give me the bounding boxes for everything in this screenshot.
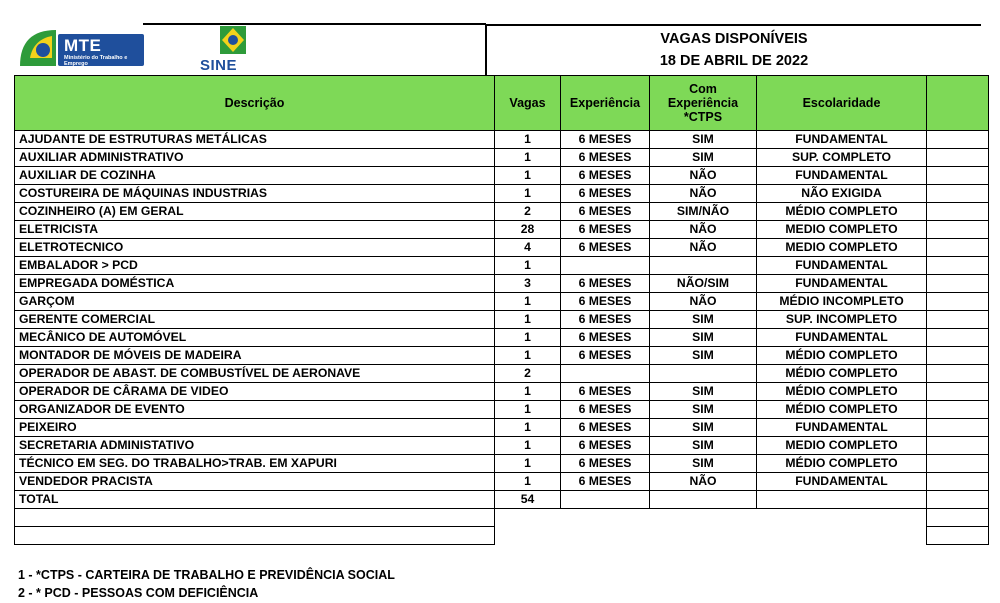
title-box — [485, 24, 981, 75]
job-description-cell: OPERADOR DE ABAST. DE COMBUSTÍVEL DE AERONAVE — [15, 365, 495, 383]
extra-cell — [927, 383, 989, 401]
experience-cell: 6 MESES — [561, 455, 650, 473]
experience-cell: 6 MESES — [561, 419, 650, 437]
schooling-cell: FUNDAMENTAL — [757, 329, 927, 347]
job-description-cell: EMPREGADA DOMÉSTICA — [15, 275, 495, 293]
page-date: 18 DE ABRIL DE 2022 — [659, 53, 809, 69]
empty-cell — [650, 509, 757, 527]
experience-cell: 6 MESES — [561, 239, 650, 257]
extra-cell — [927, 473, 989, 491]
job-description-cell: AJUDANTE DE ESTRUTURAS METÁLICAS — [15, 131, 495, 149]
schooling-cell: MEDIO COMPLETO — [757, 437, 927, 455]
column-header: Descrição — [15, 76, 495, 131]
schooling-cell: MÉDIO COMPLETO — [757, 365, 927, 383]
blank-row — [15, 509, 989, 527]
vacancy-count-cell: 1 — [495, 131, 561, 149]
vacancy-count-cell: 1 — [495, 383, 561, 401]
extra-cell — [927, 149, 989, 167]
extra-cell — [927, 275, 989, 293]
extra-cell — [927, 293, 989, 311]
job-description-cell: VENDEDOR PRACISTA — [15, 473, 495, 491]
schooling-cell: MÉDIO INCOMPLETO — [757, 293, 927, 311]
empty-cell — [561, 509, 650, 527]
extra-cell — [927, 257, 989, 275]
extra-cell — [927, 239, 989, 257]
schooling-cell: FUNDAMENTAL — [757, 275, 927, 293]
vacancy-count-cell: 3 — [495, 275, 561, 293]
table-row — [15, 347, 989, 365]
experience-cell: 6 MESES — [561, 293, 650, 311]
empty-cell — [561, 527, 650, 545]
empty-cell — [757, 491, 927, 509]
table-row — [15, 419, 989, 437]
job-description-cell: ELETROTECNICO — [15, 239, 495, 257]
empty-cell — [927, 527, 989, 545]
vacancy-count-cell: 1 — [495, 293, 561, 311]
job-description-cell: GERENTE COMERCIAL — [15, 311, 495, 329]
ctps-experience-cell: SIM — [650, 311, 757, 329]
ctps-experience-cell: SIM — [650, 329, 757, 347]
table-row — [15, 293, 989, 311]
empty-cell — [495, 509, 561, 527]
empty-cell — [495, 527, 561, 545]
extra-cell — [927, 401, 989, 419]
ctps-experience-cell: NÃO — [650, 221, 757, 239]
table-row — [15, 239, 989, 257]
vacancy-count-cell: 1 — [495, 473, 561, 491]
table-row — [15, 473, 989, 491]
job-description-cell: ORGANIZADOR DE EVENTO — [15, 401, 495, 419]
ctps-experience-cell: NÃO — [650, 473, 757, 491]
ctps-experience-cell: SIM — [650, 401, 757, 419]
schooling-cell: MÉDIO COMPLETO — [757, 455, 927, 473]
experience-cell: 6 MESES — [561, 149, 650, 167]
ctps-experience-cell: SIM — [650, 383, 757, 401]
vacancy-count-cell: 28 — [495, 221, 561, 239]
extra-cell — [927, 347, 989, 365]
extra-cell — [927, 203, 989, 221]
vacancies-table — [14, 75, 989, 545]
job-description-cell: MECÂNICO DE AUTOMÓVEL — [15, 329, 495, 347]
experience-cell: 6 MESES — [561, 275, 650, 293]
vacancy-count-cell: 1 — [495, 329, 561, 347]
extra-cell — [927, 437, 989, 455]
ctps-experience-cell: SIM — [650, 347, 757, 365]
empty-cell — [650, 527, 757, 545]
table-row — [15, 365, 989, 383]
empty-cell — [757, 509, 927, 527]
empty-cell — [650, 491, 757, 509]
vacancy-count-cell: 1 — [495, 347, 561, 365]
extra-cell — [927, 131, 989, 149]
experience-cell: 6 MESES — [561, 329, 650, 347]
schooling-cell: SUP. INCOMPLETO — [757, 311, 927, 329]
table-row — [15, 131, 989, 149]
schooling-cell: MEDIO COMPLETO — [757, 239, 927, 257]
vacancy-count-cell: 1 — [495, 185, 561, 203]
job-description-cell: PEIXEIRO — [15, 419, 495, 437]
job-description-cell: COZINHEIRO (A) EM GERAL — [15, 203, 495, 221]
schooling-cell: MÉDIO COMPLETO — [757, 383, 927, 401]
ctps-experience-cell: NÃO/SIM — [650, 275, 757, 293]
schooling-cell: MÉDIO COMPLETO — [757, 401, 927, 419]
schooling-cell: FUNDAMENTAL — [757, 257, 927, 275]
blank-row — [15, 527, 989, 545]
footnote-pcd: 2 - * PCD - PESSOAS COM DEFICIÊNCIA — [18, 586, 259, 600]
schooling-cell: SUP. COMPLETO — [757, 149, 927, 167]
job-description-cell: ELETRICISTA — [15, 221, 495, 239]
vacancy-count-cell: 1 — [495, 311, 561, 329]
ctps-experience-cell: NÃO — [650, 167, 757, 185]
table-header-row — [15, 76, 989, 131]
table-row — [15, 257, 989, 275]
mte-logo-subtitle: Ministério do Trabalho e Emprego — [64, 55, 128, 67]
vacancy-count-cell: 1 — [495, 149, 561, 167]
table-row — [15, 167, 989, 185]
experience-cell: 6 MESES — [561, 185, 650, 203]
job-description-cell: TÉCNICO EM SEG. DO TRABALHO>TRAB. EM XAPURI — [15, 455, 495, 473]
experience-cell: 6 MESES — [561, 401, 650, 419]
column-header: Vagas — [495, 76, 561, 131]
table-row — [15, 221, 989, 239]
table-body — [15, 131, 989, 545]
logo-area — [14, 24, 484, 74]
empty-cell — [15, 509, 495, 527]
table-row — [15, 383, 989, 401]
vacancy-count-cell: 1 — [495, 455, 561, 473]
empty-cell — [927, 491, 989, 509]
schooling-cell: MÉDIO COMPLETO — [757, 203, 927, 221]
extra-cell — [927, 455, 989, 473]
ctps-experience-cell: SIM/NÃO — [650, 203, 757, 221]
table-row — [15, 149, 989, 167]
experience-cell — [561, 257, 650, 275]
empty-cell — [757, 527, 927, 545]
extra-cell — [927, 419, 989, 437]
job-description-cell: AUXILIAR DE COZINHA — [15, 167, 495, 185]
schooling-cell: FUNDAMENTAL — [757, 131, 927, 149]
ctps-experience-cell: SIM — [650, 455, 757, 473]
ctps-experience-cell: NÃO — [650, 185, 757, 203]
ctps-experience-cell — [650, 257, 757, 275]
job-description-cell: AUXILIAR ADMINISTRATIVO — [15, 149, 495, 167]
brazil-flag-icon — [18, 28, 58, 68]
page-title: VAGAS DISPONÍVEIS — [660, 31, 808, 47]
ctps-experience-cell: SIM — [650, 149, 757, 167]
experience-cell: 6 MESES — [561, 347, 650, 365]
empty-cell — [15, 527, 495, 545]
experience-cell: 6 MESES — [561, 437, 650, 455]
schooling-cell: NÃO EXIGIDA — [757, 185, 927, 203]
schooling-cell: MÉDIO COMPLETO — [757, 347, 927, 365]
extra-cell — [927, 365, 989, 383]
table-row — [15, 311, 989, 329]
ctps-experience-cell: NÃO — [650, 239, 757, 257]
empty-cell — [927, 509, 989, 527]
table-row — [15, 203, 989, 221]
extra-cell — [927, 221, 989, 239]
ctps-experience-cell: SIM — [650, 419, 757, 437]
experience-cell: 6 MESES — [561, 203, 650, 221]
vacancy-count-cell: 1 — [495, 257, 561, 275]
schooling-cell: FUNDAMENTAL — [757, 167, 927, 185]
job-description-cell: OPERADOR DE CÂRAMA DE VIDEO — [15, 383, 495, 401]
total-row — [15, 491, 989, 509]
mte-logo — [18, 28, 146, 68]
vacancy-count-cell: 4 — [495, 239, 561, 257]
empty-cell — [561, 491, 650, 509]
vacancy-count-cell: 1 — [495, 437, 561, 455]
mte-logo-text: MTE — [64, 36, 102, 55]
experience-cell: 6 MESES — [561, 473, 650, 491]
job-description-cell: GARÇOM — [15, 293, 495, 311]
column-header: Com Experiência *CTPS — [650, 76, 757, 131]
extra-cell — [927, 311, 989, 329]
footnote-ctps: 1 - *CTPS - CARTEIRA DE TRABALHO E PREVIDÊNCIA SOCIAL — [18, 568, 395, 582]
experience-cell: 6 MESES — [561, 383, 650, 401]
ctps-experience-cell: SIM — [650, 437, 757, 455]
extra-cell — [927, 185, 989, 203]
experience-cell — [561, 365, 650, 383]
column-header: Experiência — [561, 76, 650, 131]
job-description-cell: COSTUREIRA DE MÁQUINAS INDUSTRIAS — [15, 185, 495, 203]
table-row — [15, 329, 989, 347]
total-label: TOTAL — [15, 491, 495, 509]
sine-logo-text: SINE — [200, 57, 238, 74]
ctps-experience-cell: SIM — [650, 131, 757, 149]
extra-cell — [927, 167, 989, 185]
job-description-cell: EMBALADOR > PCD — [15, 257, 495, 275]
table-row — [15, 275, 989, 293]
column-header — [927, 76, 989, 131]
table-row — [15, 455, 989, 473]
ctps-experience-cell — [650, 365, 757, 383]
experience-cell: 6 MESES — [561, 221, 650, 239]
table-row — [15, 401, 989, 419]
job-description-cell: MONTADOR DE MÓVEIS DE MADEIRA — [15, 347, 495, 365]
schooling-cell: MEDIO COMPLETO — [757, 221, 927, 239]
total-value: 54 — [495, 491, 561, 509]
table-row — [15, 437, 989, 455]
table-row — [15, 185, 989, 203]
schooling-cell: FUNDAMENTAL — [757, 473, 927, 491]
job-description-cell: SECRETARIA ADMINISTATIVO — [15, 437, 495, 455]
vacancy-count-cell: 2 — [495, 365, 561, 383]
vacancy-count-cell: 1 — [495, 401, 561, 419]
vacancy-count-cell: 1 — [495, 167, 561, 185]
vacancy-count-cell: 2 — [495, 203, 561, 221]
vacancy-count-cell: 1 — [495, 419, 561, 437]
schooling-cell: FUNDAMENTAL — [757, 419, 927, 437]
column-header: Escolaridade — [757, 76, 927, 131]
experience-cell: 6 MESES — [561, 131, 650, 149]
experience-cell: 6 MESES — [561, 311, 650, 329]
ctps-experience-cell: NÃO — [650, 293, 757, 311]
extra-cell — [927, 329, 989, 347]
experience-cell: 6 MESES — [561, 167, 650, 185]
